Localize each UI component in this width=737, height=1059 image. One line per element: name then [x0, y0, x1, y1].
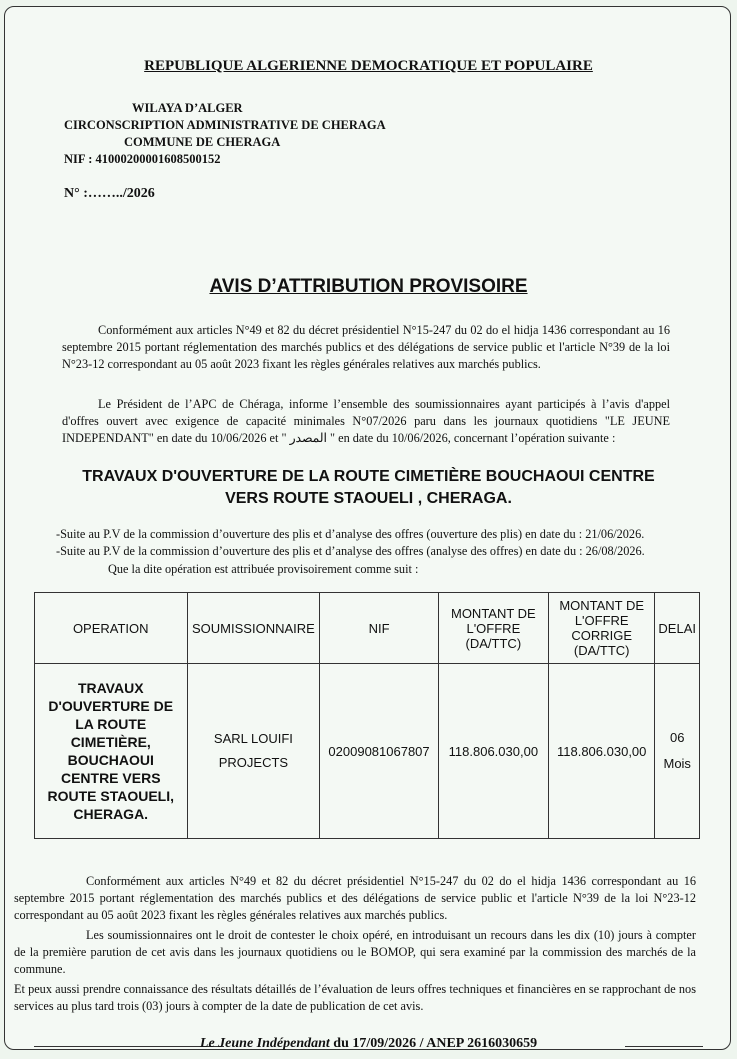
- intro-paragraph-2: Le Président de l’APC de Chéraga, informe l’ensemble des soumissionnaires ayant participés à l’avis d'appel d'offres ouvert avec exigence de capacité minimales N°07/2026 paru dans les journaux quotidiens "LE JEUNE INDEPENDANT" en date du 10/06/2026 et " المصدر " en date du 10/06/2026, concernant l’opération suivante :: [62, 397, 670, 445]
- table-row: [35, 664, 700, 839]
- closing-paragraph-1: Conformément aux articles N°49 et 82 du décret présidentiel N°15-247 du 02 do el hidja 1436 correspondant au 16 septembre 2015 portant réglementation des marchés publics et des délégations de service public et l'article N°39 de la loi N°23-12 correspondant au 05 août 2023 fixant les règles générales relatives aux marchés publics.: [14, 874, 696, 922]
- republic-heading: REPUBLIQUE ALGERIENNE DEMOCRATIQUE ET POPULAIRE: [144, 58, 593, 74]
- suite-line-1: -Suite au P.V de la commission d’ouverture des plis et d’analyse des offres (ouverture des plis) en date du : 21/06/2026.: [56, 527, 645, 541]
- header-montant-corrige: MONTANT DE L'OFFRE CORRIGE (DA/TTC): [548, 593, 654, 664]
- cell-delai: [655, 664, 700, 839]
- table-header-row: [35, 593, 700, 664]
- closing-paragraph-3: Et peux aussi prendre connaissance des résultats détaillés de l’évaluation de leurs offres techniques et financières en se rapprochant de nos services au plus tard trois (03) jours à compter de la date de publication de cet avis.: [14, 982, 696, 1013]
- delai-unit: Mois: [663, 756, 691, 771]
- publication-footer: [0, 1036, 737, 1052]
- cell-montant-corrige: 118.806.030,00: [548, 664, 654, 839]
- project-title: [0, 466, 737, 510]
- header-operation: OPERATION: [35, 593, 188, 664]
- delai-value: 06: [669, 730, 685, 745]
- cell-operation: TRAVAUX D'OUVERTURE DE LA ROUTE CIMETIÈRE, BOUCHAOUI CENTRE VERS ROUTE STAOUELI, CHERAGA.: [35, 664, 188, 839]
- intro-paragraph-1: Conformément aux articles N°49 et 82 du décret présidentiel N°15-247 du 02 do el hidja 1436 correspondant au 16 septembre 2015 portant réglementation des marchés publics et des délégations de service public et l'article N°39 de la loi N°23-12 correspondant au 05 août 2023 fixant les règles générales relatives aux marchés publics.: [62, 323, 670, 371]
- cell-nif: 02009081067807: [320, 664, 438, 839]
- header-nif: NIF: [320, 593, 438, 664]
- project-title-line-1: TRAVAUX D'OUVERTURE DE LA ROUTE CIMETIÈRE BOUCHAOUI CENTRE: [82, 468, 655, 485]
- header-delai: DELAI: [655, 593, 700, 664]
- header-montant-offre: MONTANT DE L'OFFRE (DA/TTC): [438, 593, 548, 664]
- header-soumissionnaire: SOUMISSIONNAIRE: [187, 593, 320, 664]
- closing-paragraph-2: Les soumissionnaires ont le droit de contester le choix opéré, en introduisant un recours dans les dix (10) jours à compter de la première parution de cet avis dans les journaux quotidiens ou le BOMOP, qui sera examiné par la commission des marchés de la commune.: [14, 928, 696, 976]
- newspaper-name: Le Jeune Indépendant: [199, 1036, 330, 1051]
- commune-line: COMMUNE DE CHERAGA: [124, 135, 281, 149]
- nif-line: NIF : 41000200001608500152: [64, 152, 221, 166]
- project-title-line-2: VERS ROUTE STAOUELI , CHERAGA.: [225, 490, 512, 507]
- circonscription-line: CIRCONSCRIPTION ADMINISTRATIVE DE CHERAGA: [64, 118, 386, 132]
- publication-details: du 17/09/2026 / ANEP 2616030659: [329, 1036, 538, 1051]
- suite-line-3: Que la dite opération est attribuée provisoirement comme suit :: [108, 562, 419, 576]
- cell-montant-offre: 118.806.030,00: [438, 664, 548, 839]
- award-table: [34, 592, 700, 839]
- reference-number: N° :……../2026: [64, 186, 155, 201]
- wilaya-line: WILAYA D’ALGER: [132, 101, 243, 115]
- suite-line-2: -Suite au P.V de la commission d’ouverture des plis et d’analyse des offres (analyse des offres) en date du : 26/08/2026.: [56, 544, 645, 558]
- notice-title: AVIS D’ATTRIBUTION PROVISOIRE: [209, 276, 528, 297]
- cell-soumissionnaire: SARL LOUIFI PROJECTS: [187, 664, 320, 839]
